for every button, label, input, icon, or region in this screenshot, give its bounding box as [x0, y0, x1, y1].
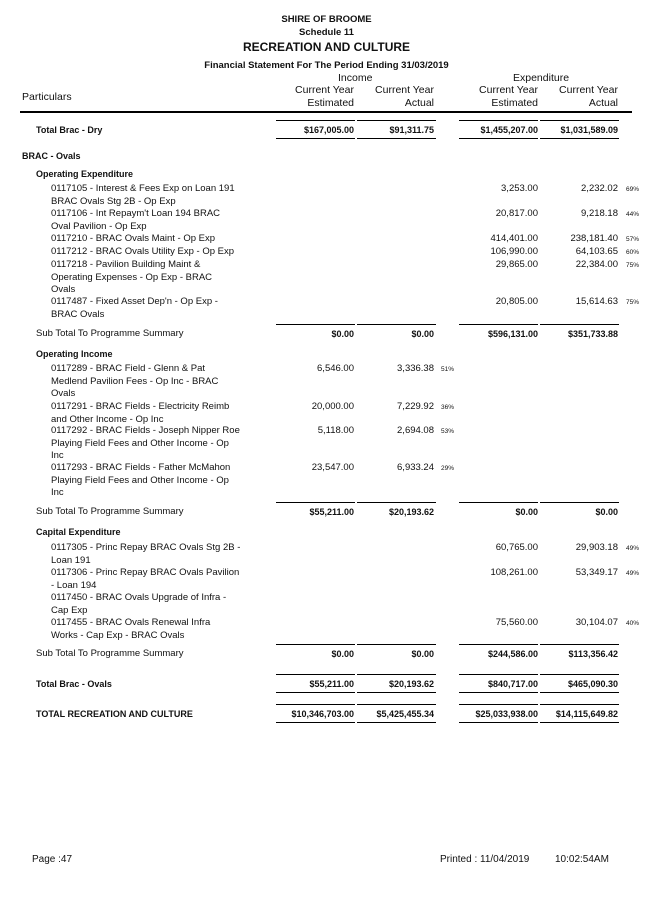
row-inc-act: 6,933.24 — [397, 462, 434, 473]
rule-dry-c1-bottom — [276, 138, 355, 139]
rule-total-c3 — [459, 704, 538, 705]
row-inc-est: 5,118.00 — [317, 425, 354, 436]
op-exp-subtotal-label: Sub Total To Programme Summary — [36, 328, 184, 339]
row-pct: 60% — [626, 249, 640, 256]
list-item: 0117292 - BRAC Fields - Joseph Nipper Roe Playing Field Fees and Other Income - Op Inc — [51, 425, 240, 461]
rule-ovals-c2 — [357, 674, 436, 675]
row-inc-est: 20,000.00 — [311, 401, 354, 412]
rule-sub1-c4 — [540, 324, 619, 325]
row-pct: 75% — [626, 262, 640, 269]
row-exp-est: 3,253.00 — [501, 183, 538, 194]
row-exp-act: 29,903.18 — [575, 542, 618, 553]
total-ovals-exp-est: $840,717.00 — [487, 679, 538, 689]
row-exp-est: 106,990.00 — [490, 246, 538, 257]
rule-dry-c3 — [459, 120, 538, 121]
list-item: 0117291 - BRAC Fields - Electricity Reimb and Other Income - Op Inc — [51, 401, 230, 425]
cap-exp-subtotal-label: Sub Total To Programme Summary — [36, 648, 184, 659]
schedule-label: Schedule 11 — [299, 27, 354, 38]
header-rule — [20, 111, 632, 113]
row-pct: 49% — [626, 545, 640, 552]
col4-header-a: Current Year — [559, 84, 618, 96]
rule-sub2-c4 — [540, 502, 619, 503]
op-exp-subtotal-exp-est: $596,131.00 — [487, 329, 538, 339]
row-pct: 53% — [441, 428, 455, 435]
list-item: 0117289 - BRAC Field - Glenn & Pat Medlend Pavilion Fees - Op Inc - BRAC Ovals — [51, 363, 219, 399]
list-item: 0117487 - Fixed Asset Dep'n - Op Exp - BRAC Ovals — [51, 296, 218, 320]
rule-ovals-c3-bottom — [459, 692, 538, 693]
row-exp-act: 238,181.40 — [570, 233, 618, 244]
rule-total-c4-bottom — [540, 722, 619, 723]
row-inc-act: 2,694.08 — [397, 425, 434, 436]
row-exp-est: 108,261.00 — [490, 567, 538, 578]
rule-ovals-c4-bottom — [540, 692, 619, 693]
row-exp-act: 30,104.07 — [575, 617, 618, 628]
rule-dry-c3-bottom — [459, 138, 538, 139]
row-pct: 49% — [626, 570, 640, 577]
rule-sub1-c1 — [276, 324, 355, 325]
row-inc-act: 3,336.38 — [397, 363, 434, 374]
list-item: 0117106 - Int Repaym't Loan 194 BRAC Oval Pavilion - Op Exp — [51, 208, 221, 232]
row-exp-act: 9,218.18 — [581, 208, 618, 219]
total-ovals-inc-act: $20,193.62 — [388, 679, 434, 689]
rule-sub1-c3 — [459, 324, 538, 325]
cap-exp-subtotal-exp-est: $244,586.00 — [487, 649, 538, 659]
col1-header-b: Estimated — [307, 97, 354, 109]
org-name: SHIRE OF BROOME — [281, 14, 372, 25]
row-pct: 51% — [441, 366, 455, 373]
total-ovals-exp-act: $465,090.30 — [567, 679, 618, 689]
op-inc-heading: Operating Income — [36, 349, 113, 359]
row-exp-act: 53,349.17 — [575, 567, 618, 578]
expenditure-group-label: Expenditure — [513, 72, 570, 84]
rule-total-c1-bottom — [276, 722, 355, 723]
rule-sub3-c2 — [357, 644, 436, 645]
total-ovals-label: Total Brac - Ovals — [36, 679, 112, 689]
op-inc-subtotal-inc-act: $20,193.62 — [388, 507, 434, 517]
rule-sub2-c1 — [276, 502, 355, 503]
total-dry-inc-act: $91,311.75 — [389, 125, 434, 135]
rule-dry-c2 — [357, 120, 436, 121]
total-rec-label: TOTAL RECREATION AND CULTURE — [36, 709, 193, 719]
total-dry-inc-est: $167,005.00 — [303, 125, 354, 135]
rule-dry-c4-bottom — [540, 138, 619, 139]
rule-ovals-c1 — [276, 674, 355, 675]
list-item: 0117455 - BRAC Ovals Renewal Infra Works - Cap Exp - BRAC Ovals — [51, 617, 211, 641]
list-item: 0117212 - BRAC Ovals Utility Exp - Op Exp — [51, 246, 235, 257]
list-item: 0117306 - Princ Repay BRAC Ovals Pavilion - Loan 194 — [51, 567, 240, 591]
income-group-label: Income — [338, 72, 373, 84]
printed-date: Printed : 11/04/2019 — [440, 854, 530, 865]
section-title: BRAC - Ovals — [22, 151, 81, 161]
total-dry-exp-est: $1,455,207.00 — [480, 125, 538, 135]
op-inc-subtotal-label: Sub Total To Programme Summary — [36, 506, 184, 517]
row-pct: 57% — [626, 236, 640, 243]
total-rec-exp-est: $25,033,938.00 — [475, 709, 538, 719]
row-pct: 75% — [626, 299, 640, 306]
row-pct: 69% — [626, 186, 640, 193]
row-pct: 36% — [441, 404, 455, 411]
col4-header-b: Actual — [588, 97, 618, 109]
row-exp-est: 20,805.00 — [495, 296, 538, 307]
rule-sub3-c3 — [459, 644, 538, 645]
particulars-header: Particulars — [22, 91, 72, 103]
op-exp-heading: Operating Expenditure — [36, 169, 134, 179]
row-exp-act: 2,232.02 — [581, 183, 618, 194]
page-number: Page :47 — [32, 854, 73, 865]
row-pct: 40% — [626, 620, 640, 627]
total-ovals-inc-est: $55,211.00 — [309, 679, 354, 689]
total-dry-exp-act: $1,031,589.09 — [560, 125, 618, 135]
total-rec-exp-act: $14,115,649.82 — [555, 709, 618, 719]
list-item: 0117218 - Pavilion Building Maint & Operating Expenses - Op Exp - BRAC Ovals — [51, 259, 213, 295]
cap-exp-subtotal-exp-act: $113,356.42 — [568, 649, 618, 659]
op-exp-subtotal-inc-est: $0.00 — [331, 329, 354, 339]
rule-dry-c4 — [540, 120, 619, 121]
list-item: 0117293 - BRAC Fields - Father McMahon Playing Field Fees and Other Income - Op Inc — [51, 462, 231, 498]
rule-sub3-c4 — [540, 644, 619, 645]
list-item: 0117105 - Interest & Fees Exp on Loan 191 BRAC Ovals Stg 2B - Op Exp — [51, 183, 235, 207]
op-exp-subtotal-inc-act: $0.00 — [411, 329, 434, 339]
rule-total-c2 — [357, 704, 436, 705]
rule-ovals-c2-bottom — [357, 692, 436, 693]
col3-header-a: Current Year — [479, 84, 538, 96]
rule-ovals-c1-bottom — [276, 692, 355, 693]
printed-time: 10:02:54AM — [555, 854, 609, 865]
rule-dry-c2-bottom — [357, 138, 436, 139]
list-item: 0117210 - BRAC Ovals Maint - Op Exp — [51, 233, 216, 244]
row-pct: 29% — [441, 465, 455, 472]
list-item: 0117450 - BRAC Ovals Upgrade of Infra - Cap Exp — [51, 592, 227, 616]
rule-sub1-c2 — [357, 324, 436, 325]
rule-ovals-c4 — [540, 674, 619, 675]
row-pct: 44% — [626, 211, 640, 218]
row-exp-est: 414,401.00 — [490, 233, 538, 244]
op-inc-subtotal-exp-act: $0.00 — [595, 507, 618, 517]
total-rec-inc-act: $5,425,455.34 — [376, 709, 434, 719]
row-exp-act: 22,384.00 — [575, 259, 618, 270]
row-exp-act: 15,614.63 — [575, 296, 618, 307]
cap-exp-subtotal-inc-act: $0.00 — [411, 649, 434, 659]
total-dry-label: Total Brac - Dry — [36, 125, 103, 135]
col2-header-b: Actual — [404, 97, 434, 109]
row-inc-act: 7,229.92 — [397, 401, 434, 412]
op-inc-subtotal-exp-est: $0.00 — [515, 507, 538, 517]
row-exp-est: 29,865.00 — [495, 259, 538, 270]
list-item: 0117305 - Princ Repay BRAC Ovals Stg 2B - Loan 191 — [51, 542, 241, 566]
row-exp-est: 60,765.00 — [495, 542, 538, 553]
rule-sub2-c3 — [459, 502, 538, 503]
total-rec-inc-est: $10,346,703.00 — [291, 709, 354, 719]
op-exp-subtotal-exp-act: $351,733.88 — [567, 329, 618, 339]
rule-sub3-c1 — [276, 644, 355, 645]
page-title: RECREATION AND CULTURE — [242, 40, 411, 54]
col2-header-a: Current Year — [375, 84, 434, 96]
rule-total-c4 — [540, 704, 619, 705]
rule-sub2-c2 — [357, 502, 436, 503]
cap-exp-subtotal-inc-est: $0.00 — [331, 649, 354, 659]
cap-exp-heading: Capital Expenditure — [36, 527, 121, 537]
row-exp-act: 64,103.65 — [575, 246, 618, 257]
op-inc-subtotal-inc-est: $55,211.00 — [309, 507, 354, 517]
row-exp-est: 20,817.00 — [495, 208, 538, 219]
rule-total-c2-bottom — [357, 722, 436, 723]
rule-total-c1 — [276, 704, 355, 705]
rule-total-c3-bottom — [459, 722, 538, 723]
row-inc-est: 23,547.00 — [311, 462, 354, 473]
row-inc-est: 6,546.00 — [317, 363, 354, 374]
col1-header-a: Current Year — [295, 84, 354, 96]
page-subtitle: Financial Statement For The Period Ending 31/03/2019 — [204, 60, 449, 71]
rule-ovals-c3 — [459, 674, 538, 675]
rule-dry-c1 — [276, 120, 355, 121]
row-exp-est: 75,560.00 — [495, 617, 538, 628]
col3-header-b: Estimated — [491, 97, 538, 109]
